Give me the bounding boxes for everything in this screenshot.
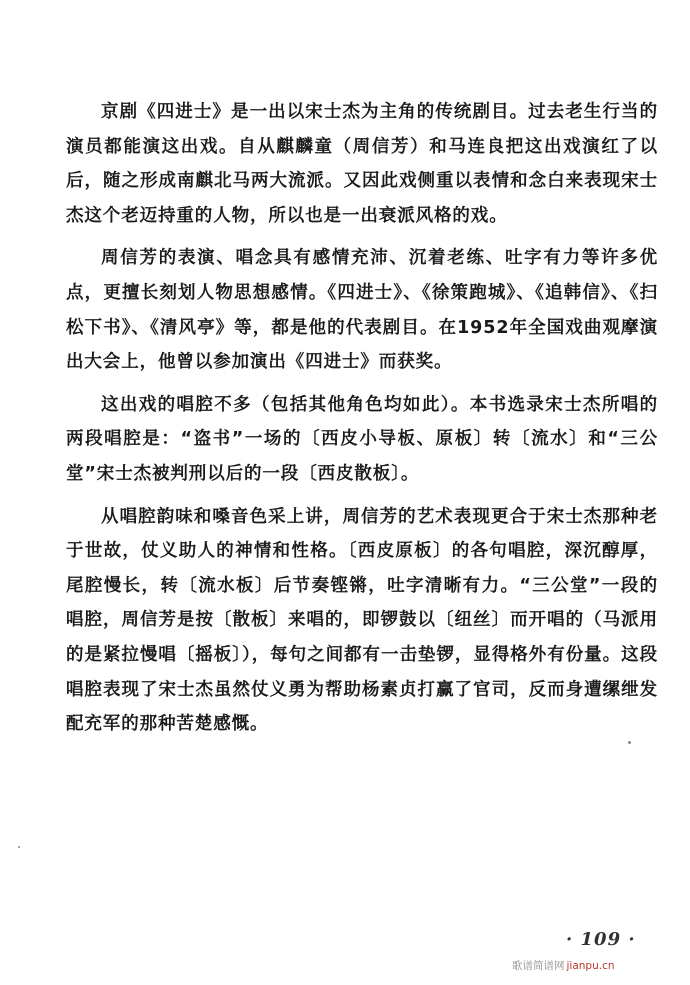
paragraph-style: 从唱腔韵味和嗓音色采上讲，周信芳的艺术表现更合于宋士杰那种老于世故，仗义助人的神情和性格。〔西皮原板〕的各句唱腔，深沉醇厚，尾腔慢长，转〔流水板〕后节奏铿锵，吐字清晰有力。“三公堂”一段的唱腔，周信芳是按〔散板〕来唱的，即锣鼓以〔纽丝〕而开唱的（马派用的是紧拉慢唱〔摇板〕），每句之间都有一击垫锣，显得格外有份量。这段唱腔表现了宋士杰虽然仗义勇为帮助杨素贞打赢了官司，反而身遭缧绁发配充军的那种苦楚感慨。: [66, 506, 658, 735]
scan-speck: [18, 846, 20, 848]
watermark-url[interactable]: jianpu.cn: [566, 960, 615, 972]
watermark-site-name: 歌谱简谱网: [512, 960, 565, 972]
body-text: [66, 95, 658, 750]
site-watermark[interactable]: [512, 958, 615, 973]
paragraph-performer: 周信芳的表演、唱念具有感情充沛、沉着老练、吐字有力等许多优点，更擅长刻划人物思想感情。《四进士》、《徐策跑城》、《追韩信》、《扫松下书》、《清风亭》等，都是他的代表剧目。在1952年全国戏曲观摩演出大会上，他曾以参加演出《四进士》而获奖。: [66, 248, 658, 373]
paragraph-intro: 京剧《四进士》是一出以宋士杰为主角的传统剧目。过去老生行当的演员都能演这出戏。自从麒麟童（周信芳）和马连良把这出戏演红了以后，随之形成南麒北马两大流派。又因此戏侧重以表情和念白来表现宋士杰这个老迈持重的人物，所以也是一出衰派风格的戏。: [66, 102, 658, 226]
paragraph-arias: 这出戏的唱腔不多（包括其他角色均如此）。本书选录宋士杰所唱的两段唱腔是：“盗书”一场的〔西皮小导板、原板〕转〔流水〕和“三公堂”宋士杰被判刑以后的一段〔西皮散板〕。: [66, 394, 658, 484]
page-number: · 109 ·: [566, 929, 636, 950]
scan-speck: [628, 741, 631, 744]
